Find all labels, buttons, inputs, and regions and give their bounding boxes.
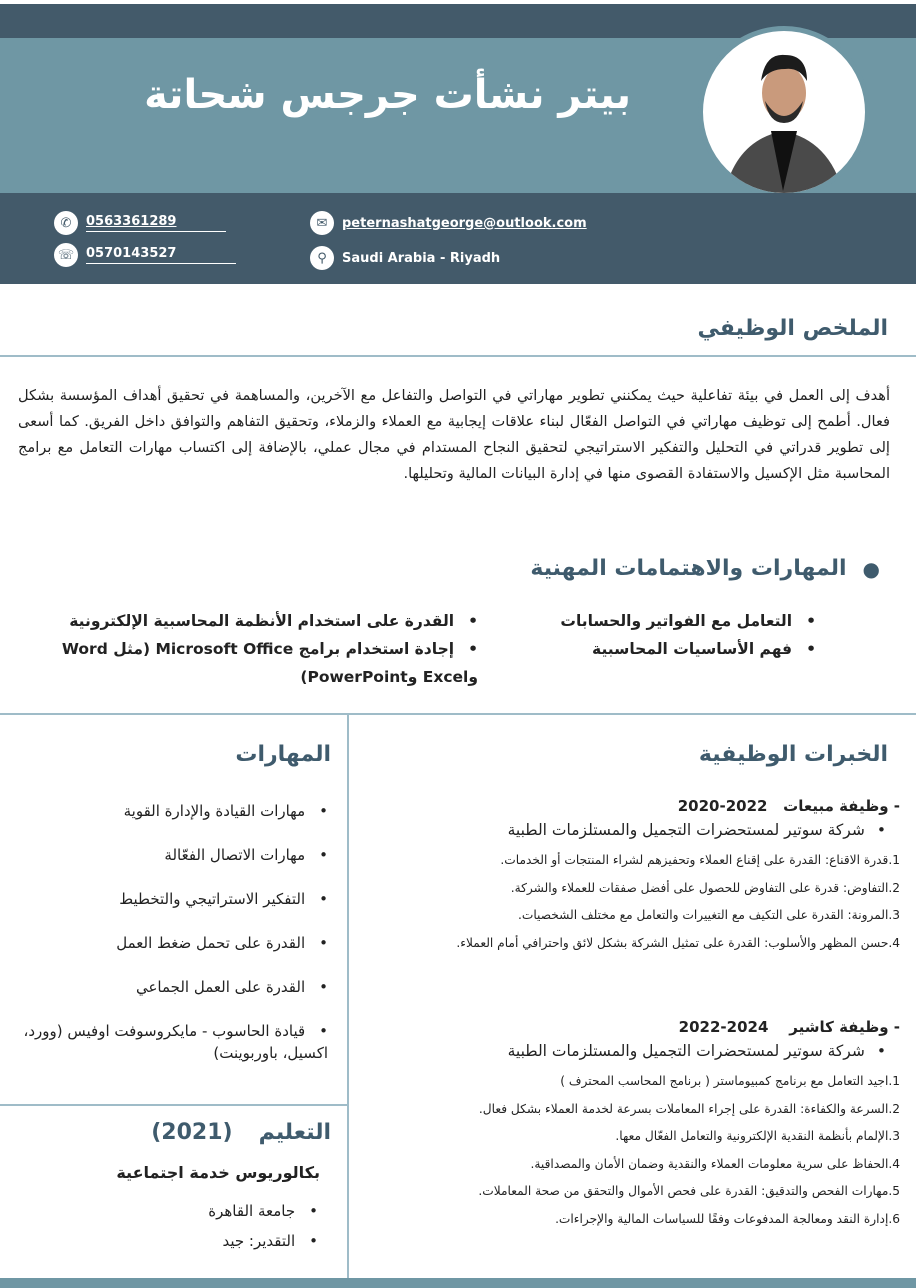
email-icon: ✉ (310, 211, 334, 235)
duty-item: 4.الحفاظ على سرية معلومات العملاء والنقدية وضمان الأمان والمصداقية. (530, 1156, 900, 1171)
company-name: • شركة سوتير لمستحضرات التجميل والمستلزمات الطبية (360, 821, 886, 839)
education-year: (2021) (151, 1120, 233, 1145)
job-cashier (360, 1018, 900, 1233)
summary-heading: الملخص الوظيفي (697, 316, 888, 341)
skills-heading: المهارات (235, 742, 331, 767)
duty-item: 3.المرونة: القدرة على التكيف مع التغييرات والتعامل مع مختلف الشخصيات. (517, 908, 900, 922)
summary-text: أهدف إلى العمل في بيئة تفاعلية حيث يمكنني تطوير مهاراتي في التواصل والتفاعل مع الآخرين، والمساهمة في تحقيق أهداف المؤسسة بشكل فعال. أطمح إلى توظيف مهاراتي في التواصل الفعّال لبناء علاقات إيجابية مع العملاء والزملاء، وتحقيق التفاهم والتوافق داخل الفريق. كما أسعى إلى تطوير قدراتي في التحليل والتفكير الاستراتيجي لتحقيق النجاح المستدام في مجال عملي، بالإضافة إلى اكتساب مهارات التعامل مع برامج المحاسبة مثل الإكسيل والاستفادة القصوى منها في إدارة البيانات المالية وتحليلها. (18, 387, 890, 482)
education-list (118, 1200, 318, 1260)
bullet-icon: ● (862, 556, 880, 581)
job-title: - وظيفة مبيعات (783, 797, 900, 815)
education-heading: التعليم (258, 1120, 331, 1145)
contact-bar (0, 193, 916, 284)
whatsapp-number[interactable]: 0563361289 (86, 214, 226, 232)
skill-item: • القدرة على تحمل ضغط العمل (8, 932, 328, 954)
education-item: • جامعة القاهرة (118, 1200, 318, 1222)
professional-heading-row (530, 556, 880, 581)
duty-item: 5.مهارات الفحص والتدقيق: القدرة على فحص الأموال والتحقق من صحة المعاملات. (478, 1184, 900, 1198)
job-title: - وظيفة كاشير (789, 1018, 900, 1036)
duty-item: 2.السرعة والكفاءة: القدرة على إجراء المعاملات بسرعة لخدمة العملاء بشكل فعال. (478, 1101, 900, 1116)
location-contact (310, 246, 500, 270)
profile-photo (698, 26, 870, 198)
skill-item: • قيادة الحاسوب - مايكروسوفت اوفيس (وورد، اكسيل، باوربوينت) (8, 1020, 328, 1064)
divider (0, 713, 916, 715)
column-divider (347, 715, 349, 1278)
duty-item: 4.حسن المظهر والأسلوب: القدرة على تمثيل الشركة بشكل لائق واحترافي أمام العملاء. (456, 935, 900, 950)
list-item: • إجادة استخدام برامج Microsoft Office (مثل Word وExcel وPowerPoint) (58, 635, 478, 691)
phone-contact[interactable] (54, 243, 236, 267)
education-degree: بكالوريوس خدمة اجتماعية (116, 1163, 320, 1182)
job-period: 2024-2022 (678, 1018, 769, 1036)
list-item: • التعامل مع الفواتير والحسابات (516, 607, 816, 635)
skill-item: • القدرة على العمل الجماعي (8, 976, 328, 998)
experience-heading: الخبرات الوظيفية (698, 742, 888, 767)
email-link[interactable]: peternashatgeorge@outlook.com (342, 215, 587, 231)
divider (0, 1104, 347, 1106)
duty-item: 1.اجيد التعامل مع برنامج كمبيوماستر ( برنامج المحاسب المحترف ) (560, 1074, 900, 1088)
candidate-name: بيتر نشأت جرجس شحاتة (144, 72, 631, 118)
duty-item: 1.قدرة الاقناع: القدرة على إقناع العملاء وتحفيزهم لشراء المنتجات أو الخدمات. (500, 853, 900, 867)
phone-number[interactable]: 0570143527 (86, 246, 236, 264)
job-period: 2022-2020 (677, 797, 768, 815)
duty-item: 6.إدارة النقد ومعالجة المدفوعات وفقًا للسياسات المالية والإجراءات. (555, 1211, 900, 1226)
list-item: • القدرة على استخدام الأنظمة المحاسبية الإلكترونية (58, 607, 478, 635)
skill-item: • مهارات الاتصال الفعّالة (8, 844, 328, 866)
job-sales (360, 797, 900, 957)
skills-list (8, 800, 328, 1086)
education-heading-row (151, 1120, 331, 1145)
divider (0, 355, 916, 357)
footer-bar (0, 1278, 916, 1288)
location-text: Saudi Arabia - Riyadh (342, 250, 501, 266)
professional-list-left (58, 607, 478, 691)
whatsapp-icon: ✆ (54, 211, 78, 235)
job-title-row (360, 797, 900, 815)
phone-icon: ☏ (54, 243, 78, 267)
duty-item: 3.الإلمام بأنظمة النقدية الإلكترونية والتعامل الفعّال معها. (615, 1129, 900, 1143)
skill-item: • التفكير الاستراتيجي والتخطيط (8, 888, 328, 910)
list-item: • فهم الأساسيات المحاسبية (516, 635, 816, 663)
education-item: • التقدير: جيد (118, 1230, 318, 1252)
location-pin-icon: ⚲ (310, 246, 334, 270)
skill-item: • مهارات القيادة والإدارة القوية (8, 800, 328, 822)
duty-item: 2.التفاوض: قدرة على التفاوض للحصول على أفضل صفقات للعملاء والشركة. (510, 880, 900, 895)
job-title-row (360, 1018, 900, 1036)
professional-list-right (516, 607, 816, 663)
whatsapp-contact[interactable] (54, 211, 226, 235)
email-contact[interactable] (310, 211, 587, 235)
professional-heading: المهارات والاهتمامات المهنية (530, 556, 847, 581)
company-name: • شركة سوتير لمستحضرات التجميل والمستلزمات الطبية (360, 1042, 886, 1060)
